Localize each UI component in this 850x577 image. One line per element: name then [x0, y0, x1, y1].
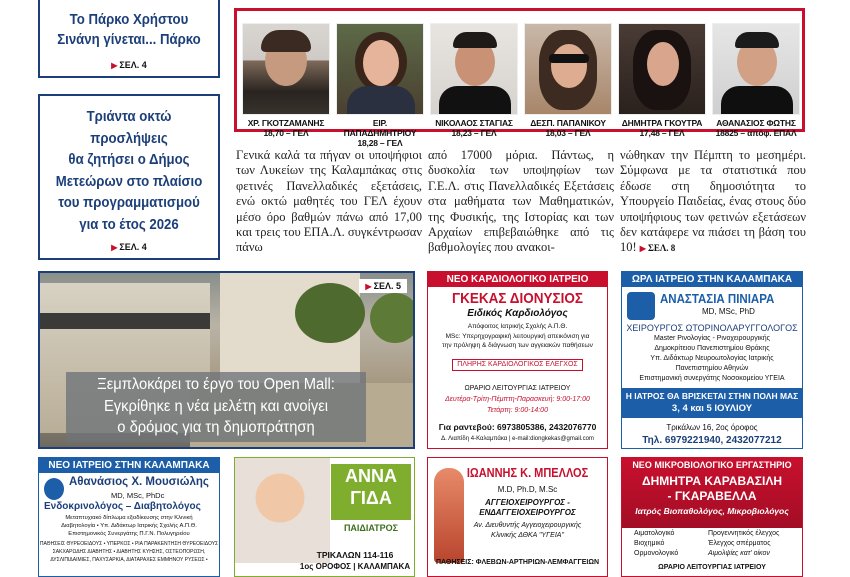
open-mall-headline [74, 374, 359, 439]
students-panel [234, 8, 805, 148]
ad-line: Επιστημονικός Συνεργάτης Π.Γ.Ν. Πολυγηρείου [68, 531, 190, 537]
ad-line: ΠΑΘΗΣΕΙΣ ΘΥΡΕΟΕΙΔΟΥΣ • ΥΠΕΡΚΟΣ • ΡΙΑ ΠΑΡΑΚΕΝΤΗΣΗ ΘΥΡΕΟΕΙΔΟΥΣ [39, 541, 219, 547]
article-page-ref[interactable] [640, 243, 676, 253]
service-item: Προγεννητικός έλεγχος [708, 530, 780, 537]
open-mall-story[interactable] [38, 271, 415, 449]
ad-mpellos[interactable] [427, 457, 608, 577]
doctor-name: ΓΚΕΚΑΣ ΔΙΟΝΥΣΙΟΣ [452, 290, 583, 307]
baby-photo [235, 458, 330, 563]
article-column: Γενικά καλά τα πήγαν οι υποψήφιοι των Λυκείων της Καλαμπάκας στις φετινές Πανελλαδικές εξετάσεις, ενώ οκτώ μαθητές του ΓΕΛ έχουν μέσο όρο βαθμών πάνω από 17,00 και τρεις του ΕΠΑ.Λ. συγκέντρωσαν πάνω [236, 148, 422, 255]
doctor-name: ΔΗΜΗΤΡΑ ΚΑΡΑΒΑΣΙΛΗ [641, 474, 783, 488]
student-score: 17,48 – ΓΕΛ [639, 128, 685, 138]
doctor-degrees: MD, MSc, PhDc [111, 491, 165, 500]
ad-line: ΔΥΣΛΙΠΙΔΑΙΜΙΕΣ, ΠΑΧΥΣΑΡΚΙΑ, ΔΙΑΤΑΡΑΧΕΣ ΕΜΜΗΝΟΥ ΡΥΣΕΩΣ • [50, 557, 208, 563]
ad-karavasili[interactable] [621, 457, 803, 577]
headline-line: Εγκρίθηκε η νέα μελέτη και ανοίγει [103, 397, 329, 415]
ad-line: ΣΑΚΧΑΡΩΔΗΣ ΔΙΑΒΗΤΗΣ • ΔΙΑΒΗΤΗΣ ΚΥΗΣΗΣ, ΟΣΤΕΟΠΟΡΩΣΗ, [52, 549, 206, 555]
student-name: ΑΘΑΝΑΣΙΟΣ ΦΩΤΗΣ [716, 118, 796, 128]
park-teaser[interactable] [38, 0, 220, 78]
meteora-teaser-title [51, 106, 208, 235]
ad-line: την πρόληψη & διάγνωση των αγγειακών παθήσεων [442, 342, 593, 349]
park-title-line1: Το Πάρκο Χρήστου [69, 11, 189, 28]
article-column [620, 148, 806, 258]
doctor-name: ΑΝΑΣΤΑΣΙΑ ΠΙΝΙΑΡΑ [660, 292, 775, 306]
ad-line: Υπ. Διδάκτωρ Νευροωτολογίας Ιατρικής [650, 355, 774, 362]
student-photo [712, 23, 800, 115]
triangle-icon: ▶ [111, 61, 118, 70]
student-caption [242, 118, 330, 138]
article-text: νώθηκαν την Πέμπτη το μεσημέρι. Σύμφωνα με τα στατιστικά που έδωσε στη δημοσιότητα το Υπουργείο Παιδείας, ένας στους δύο υποψήφιους των φετινών εξετάσεων δεν κατάφερε να πιάσει τη βάση του 10! [620, 148, 806, 255]
student-photo [618, 23, 706, 115]
ad-line: MSc: Υπερηχογραφική λειτουργική απεικόνιση για [445, 333, 590, 340]
park-teaser-title [51, 10, 208, 50]
ad-check-box: ΠΛΗΡΗΣ ΚΑΡΔΙΟΛΟΓΙΚΟΣ ΕΛΕΓΧΟΣ [452, 359, 583, 371]
student-caption [524, 118, 612, 138]
student-caption [336, 118, 424, 148]
ad-line: Διαβητολογία • Υπ. Διδάκτωρ Ιατρικής Σχολής Α.Π.Θ. [61, 523, 197, 529]
doctor-name: Αθανάσιος Χ. Μουσιώλης [69, 476, 209, 488]
doctor-name: ΙΩΑΝΝΗΣ Κ. ΜΠΕΛΛΟΣ [466, 466, 589, 480]
ad-line: Αν. Διευθυντής Αγγειοχειρουργικής [473, 522, 582, 529]
ad-line: Master Ρινολογίας - Ρινοχειρουργικής [653, 335, 771, 342]
page-ref-label: ΣΕΛ. 4 [119, 60, 147, 70]
ad-line: Κλινικής ΔΘΚΑ "ΥΓΕΙΑ" [491, 532, 564, 539]
ad-line: Πανεπιστημίου Αθηνών [675, 365, 749, 372]
ad-address: Δ. Λιαπίδη 4-Καλαμπάκα | e-mail:diongkekas@gmail.com [441, 436, 594, 442]
doctor-specialty: ΠΑΙΔΙΑΤΡΟΣ [343, 523, 399, 533]
meteora-line: Τριάντα οκτώ [86, 108, 172, 125]
doctor-title: Ιατρός Βιοπαθολόγος, Μικροβιολόγος [635, 506, 789, 516]
doctor-degrees: M.D, Ph.D, M.Sc [497, 485, 558, 494]
student-name: ΔΗΜΗΤΡΑ ΓΚΟΥΤΡΑ [621, 118, 703, 128]
doctor-specialty: Ενδοκρινολόγος – Διαβητολόγος [44, 501, 201, 512]
ad-address: Τρικάλων 16, 2ος όροφος [666, 423, 758, 432]
service-item: Ορμονολογικό [634, 550, 679, 557]
doctor-name: ΓΙΔΑ [350, 488, 392, 508]
student-caption [430, 118, 518, 138]
triangle-icon: ▶ [111, 243, 118, 252]
ad-mousiolis[interactable] [38, 457, 220, 577]
student-score: 18825 – απόφ. ΕΠΑΛ [715, 128, 797, 138]
student-photo [336, 23, 424, 115]
service-item: Βιοχημικό [634, 540, 665, 547]
triangle-icon: ▶ [639, 244, 646, 254]
doctor-specialty: ΕΝΔΑΓΓΕΙΟΧΕΙΡΟΥΡΓΟΣ [479, 508, 576, 517]
student-score: 18,23 – ΓΕΛ [451, 128, 497, 138]
service-item: Έλεγχος σπέρματος [708, 540, 771, 547]
page-ref-label: ΣΕΛ. 4 [119, 242, 147, 252]
student-name: ΧΡ. ΓΚΟΤΖΑΜΑΝΗΣ [247, 118, 325, 128]
hours-title: ΩΡΑΡΙΟ ΛΕΙΤΟΥΡΓΙΑΣ ΙΑΤΡΕΙΟΥ [464, 385, 571, 392]
ad-phone: Τηλ. 6979221940, 2432077212 [642, 435, 782, 446]
student-caption [712, 118, 800, 138]
meteora-line: θα ζητήσει ο Δήμος [68, 151, 190, 168]
ad-line: Μεταπτυχιακό δίπλωμα εξειδίκευσης στην Κλινική [65, 515, 193, 521]
hours-line: Τετάρτη: 9:00-14:00 [487, 407, 548, 414]
service-item: Αιμολψίες κατ' οίκον [708, 550, 770, 557]
meteora-line: του προγραμματισμού [58, 194, 200, 211]
ad-line: Απόφοιτος Ιατρικής Σχολής Α.Π.Θ. [467, 323, 568, 330]
meteora-line: Μετεώρων στο πλαίσιο [55, 172, 203, 190]
ad-gkekas[interactable] [427, 271, 608, 449]
ent-logo-icon [627, 292, 655, 320]
student-name: ΕΙΡ. ΠΑΠΑΔΗΜΗΤΡΙΟΥ [343, 118, 417, 138]
student-photo [430, 23, 518, 115]
notice-line: 3, 4 και 5 ΙΟΥΛΙΟΥ [671, 403, 753, 414]
headline-line: ο δρόμος για τη δημοπράτηση [117, 419, 315, 436]
doctor-name: - ΓΚΑΡΑΒΕΛΛΑ [667, 489, 757, 503]
awning [40, 313, 210, 329]
doctor-specialty: ΑΓΓΕΙΟΧΕΙΡΟΥΡΓΟΣ - [485, 498, 570, 507]
open-mall-page-ref[interactable] [359, 279, 407, 293]
meteora-line: για το έτος 2026 [79, 215, 179, 233]
student-score: 18,03 – ΓΕΛ [545, 128, 591, 138]
ad-piniara[interactable] [621, 271, 803, 449]
student-photo [524, 23, 612, 115]
tree [370, 293, 415, 343]
student-caption [618, 118, 706, 138]
student-name: ΔΕΣΠ. ΠΑΠΑΝΙΚΟΥ [530, 118, 606, 128]
hours-line: Δευτέρα-Τρίτη-Πέμπτη-Παρασκευή: 9:00-17:00 [445, 396, 590, 403]
endo-logo-icon [44, 478, 64, 500]
headline-line: Ξεμπλοκάρει το έργο του Open Mall: [97, 376, 335, 393]
ad-footer: ΩΡΑΡΙΟ ΛΕΙΤΟΥΡΓΙΑΣ ΙΑΤΡΕΙΟΥ [658, 564, 766, 571]
meteora-line: προσλήψεις [90, 129, 168, 147]
ad-gida[interactable] [234, 457, 415, 577]
ad-floor: 1ος ΟΡΟΦΟΣ | ΚΑΛΑΜΠΑΚΑ [299, 562, 411, 571]
ad-line: Δημοκρίτειου Πανεπιστημίου Θράκης [654, 345, 770, 352]
service-item: Αιματολογικό [634, 530, 675, 537]
ad-phone: Για ραντεβού: 6973805386, 2432076770 [438, 422, 597, 432]
ad-banner: ΝΕΟ ΚΑΡΔΙΟΛΟΓΙΚΟ ΙΑΤΡΕΙΟ [428, 272, 607, 287]
ad-banner: ΩΡΛ ΙΑΤΡΕΙΟ ΣΤΗΝ ΚΑΛΑΜΠΑΚΑ [622, 272, 802, 287]
meteora-teaser[interactable] [38, 94, 220, 260]
meteora-page-ref[interactable] [40, 242, 218, 252]
doctor-specialty: ΧΕΙΡΟΥΡΓΟΣ ΩΤΟΡΙΝΟΛΑΡΥΓΓΟΛΟΓΟΣ [626, 323, 798, 333]
page-ref-label: ΣΕΛ. 5 [373, 281, 401, 291]
ad-line: Επιστημονική συνεργάτης Νοσοκομείου ΥΓΕΙΑ [639, 375, 785, 382]
student-photo [242, 23, 330, 115]
page-ref-label: ΣΕΛ. 8 [647, 243, 676, 254]
ad-footer: ΠΑΘΗΣΕΙΣ: ΦΛΕΒΩΝ-ΑΡΤΗΡΙΩΝ-ΛΕΜΦΑΓΓΕΙΩΝ [436, 559, 599, 566]
park-page-ref[interactable] [40, 60, 218, 70]
triangle-icon: ▶ [365, 282, 372, 291]
student-name: ΝΙΚΟΛΑΟΣ ΣΤΑΓΙΑΣ [435, 118, 513, 128]
student-score: 18,28 – ΓΕΛ [357, 138, 403, 148]
tree [295, 283, 365, 343]
doctor-name: ΑΝΝΑ [345, 466, 397, 486]
doctor-degrees: MD, MSc, PhD [702, 307, 755, 316]
article-column: από 17000 μόρια. Πάντως, η δυσκολία των υποψηφίων των Γ.Ε.Λ. στις Πανελλαδικές Εξετάσεις στα μαθήματα των Μαθηματικών, της Φυσικής, της Ιστορίας και των Αρχαίων επιβεβαιώθηκε από τις βαθμολογίες που ανακοι- [428, 148, 614, 255]
ad-banner: ΝΕΟ ΜΙΚΡΟΒΙΟΛΟΓΙΚΟ ΕΡΓΑΣΤΗΡΙΟ [632, 460, 792, 470]
notice-line: Η ΙΑΤΡΟΣ ΘΑ ΒΡΙΣΚΕΤΑΙ ΣΤΗΝ ΠΟΛΗ ΜΑΣ [625, 391, 799, 401]
park-title-line2: Σινάνη γίνεται... Πάρκο [57, 31, 201, 48]
doctor-title: Ειδικός Καρδιολόγος [467, 308, 568, 319]
ad-banner: ΝΕΟ ΙΑΤΡΕΙΟ ΣΤΗΝ ΚΑΛΑΜΠΑΚΑ [39, 458, 219, 473]
student-score: 18,70 – ΓΕΛ [263, 128, 309, 138]
ad-address: ΤΡΙΚΑΛΩΝ 114-116 [316, 550, 394, 560]
